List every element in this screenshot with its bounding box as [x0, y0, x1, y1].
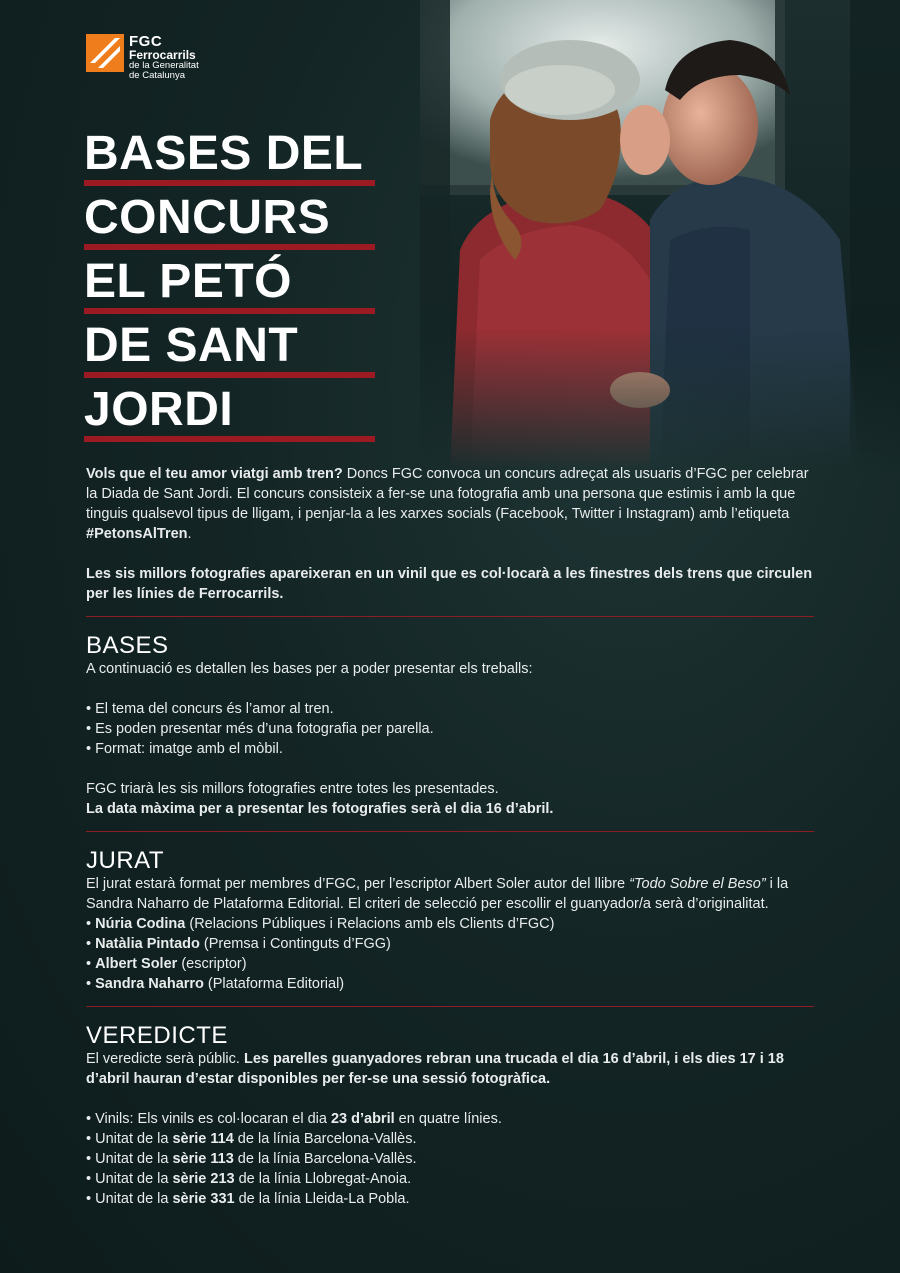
jurat-heading: JURAT: [86, 847, 165, 874]
hero-photo: [420, 0, 900, 470]
jury-member-role: (Relacions Públiques i Relacions amb els Clients d’FGC): [185, 916, 555, 932]
logo-name: Ferrocarrils: [129, 48, 196, 62]
veredicte-text: El veredicte serà públic. Les parelles guanyadores rebran una trucada el dia 16 d’abril, i els dies 17 i 18 d’abril hauran d’estar disponibles per fer-se una sessió fotogràfica.: [86, 1051, 784, 1087]
title-line: CONCURS: [84, 192, 375, 250]
jury-member-role: (escriptor): [177, 956, 247, 972]
main-content: [86, 464, 814, 1209]
fgc-logo-icon: [86, 34, 124, 72]
jury-member-name: Sandra Naharro: [95, 976, 204, 992]
title-line: DE SANT: [84, 320, 375, 378]
intro-text: Doncs FGC convoca un concurs adreçat als usuaris d’FGC per celebrar la Diada de Sant Jordi. El concurs consisteix a fer-se una fotografia amb una persona que estimis i amb la que tinguis qualsevol tipus de lligam, i penjar-la a les xarxes socials (Facebook, Twitter i Instagram) amb l’etiqueta: [86, 466, 809, 522]
title-line: JORDI: [84, 384, 375, 442]
jurat-text: [86, 874, 814, 914]
hashtag: #PetonsAlTren: [86, 526, 188, 542]
jury-member-name: Albert Soler: [95, 956, 178, 972]
intro-highlight: Les sis millors fotografies apareixeran en un vinil que es col·locarà a les finestres dels trens que circulen per les línies de Ferrocarrils.: [86, 566, 813, 602]
bases-deadline: La data màxima per a presentar les fotografies serà el dia 16 d’abril.: [86, 801, 554, 817]
bases-item: • Es poden presentar més d’una fotografia per parella.: [86, 721, 434, 737]
bases-item: • Format: imatge amb el mòbil.: [86, 741, 283, 757]
unit-item: • Unitat de la sèrie 114 de la línia Barcelona-Vallès.: [86, 1131, 417, 1147]
jury-member: • Albert Soler (escriptor): [86, 956, 247, 972]
logo-brand: FGC: [129, 33, 163, 50]
jury-member: • Núria Codina (Relacions Públiques i Relacions amb els Clients d’FGC): [86, 916, 555, 932]
title-line: EL PETÓ: [84, 256, 375, 314]
page-title: [84, 128, 384, 448]
unit-item: • Unitat de la sèrie 213 de la línia Llobregat-Anoia.: [86, 1171, 412, 1187]
intro-lead: Vols que el teu amor viatgi amb tren?: [86, 466, 343, 482]
intro-paragraph: [86, 464, 814, 544]
title-line: BASES DEL: [84, 128, 375, 186]
jury-member-name: Núria Codina: [95, 916, 186, 932]
bases-note: FGC triarà les sis millors fotografies entre totes les presentades.: [86, 781, 499, 797]
jury-member-role: (Premsa i Continguts d’FGG): [199, 936, 391, 952]
unit-item: • Unitat de la sèrie 113 de la línia Barcelona-Vallès.: [86, 1151, 417, 1167]
jury-member: • Natàlia Pintado (Premsa i Continguts d’FGG): [86, 936, 391, 952]
veredicte-bold: Les parelles guanyadores rebran una trucada el dia 16 d’abril, i els dies 17 i 18 d’abril hauran d’estar disponibles per fer-se una sessió fotogràfica.: [86, 1051, 784, 1087]
jury-member-name: Natàlia Pintado: [95, 936, 200, 952]
intro-end: .: [187, 526, 192, 542]
bases-item: • El tema del concurs és l’amor al tren.: [86, 701, 334, 717]
bases-heading: BASES: [86, 632, 169, 659]
logo-sub-1: de la Generalitat: [129, 60, 199, 71]
vinils-item: • Vinils: Els vinils es col·locaran el dia 23 d’abril en quatre línies.: [86, 1111, 502, 1127]
book-title: “Todo Sobre el Beso”: [629, 876, 766, 892]
bases-intro: A continuació es detallen les bases per a poder presentar els treballs:: [86, 661, 533, 677]
jurat-text-post: i la Sandra Naharro de Plataforma Editorial. El criteri de selecció per escollir el guanyador/a serà d’originalitat.: [86, 876, 789, 912]
logo-sub-2: de Catalunya: [129, 69, 185, 81]
jurat-text-pre: El jurat estarà format per membres d’FGC, per l’escriptor Albert Soler autor del llibre: [86, 876, 630, 892]
fgc-logo: [86, 34, 199, 80]
unit-item: • Unitat de la sèrie 331 de la línia Lleida-La Pobla.: [86, 1191, 410, 1207]
jury-member-role: (Plataforma Editorial): [203, 976, 345, 992]
jury-member: • Sandra Naharro (Plataforma Editorial): [86, 976, 345, 992]
veredicte-heading: VEREDICTE: [86, 1022, 228, 1049]
